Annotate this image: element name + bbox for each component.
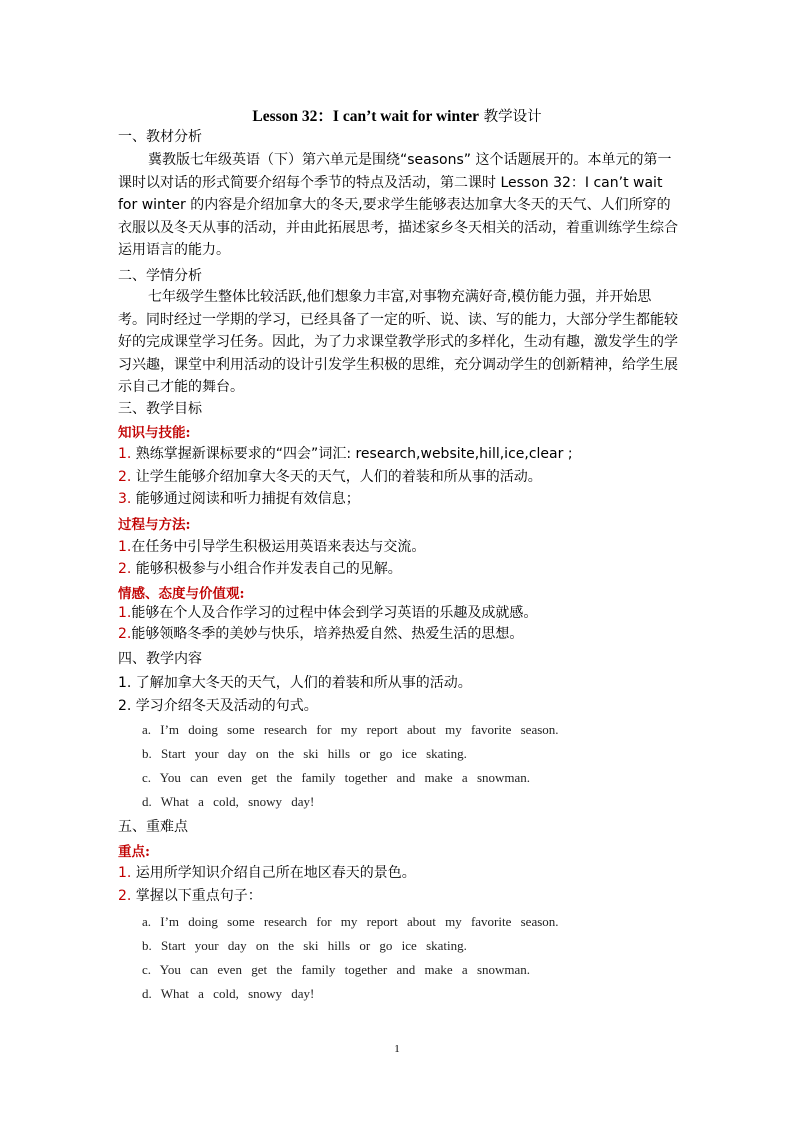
section-3-heading: 三、教学目标: [118, 401, 202, 417]
section-5-heading: 五、重难点: [118, 819, 188, 835]
item-text: 能够积极参与小组合作并发表自己的见解。: [131, 561, 402, 577]
section-1-body: [118, 149, 678, 262]
item-text: 能够通过阅读和听力捕捉有效信息；: [131, 491, 360, 507]
item-number: 1.: [118, 539, 132, 555]
item-number: 2.: [118, 888, 132, 904]
item-text: 运用所学知识介绍自己所在地区春天的景色。: [131, 865, 416, 881]
content-item: 1. 了解加拿大冬天的天气，人们的着装和所从事的活动。: [118, 675, 472, 691]
key-point-label: 重点:: [118, 844, 150, 860]
item-text: 熟练掌握新课标要求的“四会”词汇: research,website,hill,ice,clear ;: [131, 446, 573, 462]
example-sentence: a. I’m doing some research for my report about my favorite season.: [142, 722, 559, 737]
emotion-item: [118, 625, 523, 643]
section-2-body: [118, 286, 678, 399]
example-sentence: b. Start your day on the ski hills or go ice skating.: [142, 746, 467, 761]
emotion-label: 情感、态度与价值观:: [118, 586, 245, 602]
content-item: 2. 学习介绍冬天及活动的句式。: [118, 698, 318, 714]
item-text: 能够领略冬季的美妙与快乐，培养热爱自然、热爱生活的思想。: [131, 626, 524, 642]
item-text: 在任务中引导学生积极运用英语来表达与交流。: [131, 539, 426, 555]
key-point-item: [118, 864, 416, 882]
process-label: 过程与方法:: [118, 517, 191, 533]
item-number: 3.: [118, 491, 132, 507]
section-1-heading: 一、教材分析: [118, 129, 202, 145]
item-number: 2.: [118, 469, 132, 485]
item-number: 2.: [118, 626, 132, 642]
key-sentence: a. I’m doing some research for my report about my favorite season.: [142, 914, 559, 929]
knowledge-item: [118, 490, 360, 508]
key-sentence: b. Start your day on the ski hills or go ice skating.: [142, 938, 467, 953]
title-english: Lesson 32：I can’t wait for winter: [252, 108, 479, 125]
item-number: 1.: [118, 446, 132, 462]
process-item: [118, 538, 425, 556]
page-number: 1: [394, 1043, 400, 1055]
title-chinese: 教学设计: [479, 109, 542, 125]
knowledge-item: [118, 445, 573, 463]
document-title: [0, 104, 794, 126]
item-text: 掌握以下重点句子：: [131, 888, 262, 904]
item-number: 2.: [118, 561, 132, 577]
key-point-item: [118, 887, 262, 905]
example-sentence: d. What a cold, snowy day!: [142, 794, 315, 809]
emotion-item: [118, 604, 537, 622]
key-sentence: d. What a cold, snowy day!: [142, 986, 315, 1001]
example-sentence: c. You can even get the family together and make a snowman.: [142, 770, 531, 785]
section-2-heading: 二、学情分析: [118, 268, 202, 284]
item-text: 能够在个人及合作学习的过程中体会到学习英语的乐趣及成就感。: [131, 605, 538, 621]
knowledge-label: 知识与技能:: [118, 425, 191, 441]
section-4-heading: 四、教学内容: [118, 651, 202, 667]
section-1-text: 冀教版七年级英语（下）第六单元是围绕“seasons” 这个话题展开的。本单元的第一课时以对话的形式简要介绍每个季节的特点及活动，第二课时 Lesson 32：I can’t wait for winter 的内容是介绍加拿大的冬天,要求学生能够表达加拿大冬天的天气、人们所穿的衣服以及冬天从事的活动，并由此拓展思考，描述家乡冬天相关的活动，着重训练学生综合运用语言的能力。: [118, 152, 678, 259]
section-2-text: 七年级学生整体比较活跃,他们想象力丰富,对事物充满好奇,模仿能力强，并开始思考。同时经过一学期的学习，已经具备了一定的听、说、读、写的能力，大部分学生都能较好的完成课堂学习任务。因此，为了力求课堂教学形式的多样化，生动有趣，激发学生的学习兴趣，课堂中利用活动的设计引发学生积极的思维，充分调动学生的创新精神，给学生展示自己才能的舞台。: [118, 289, 678, 396]
item-number: 1.: [118, 605, 132, 621]
item-text: 让学生能够介绍加拿大冬天的天气，人们的着装和所从事的活动。: [131, 469, 542, 485]
key-sentence: c. You can even get the family together and make a snowman.: [142, 962, 531, 977]
process-item: [118, 560, 402, 578]
knowledge-item: [118, 468, 542, 486]
item-number: 1.: [118, 865, 132, 881]
